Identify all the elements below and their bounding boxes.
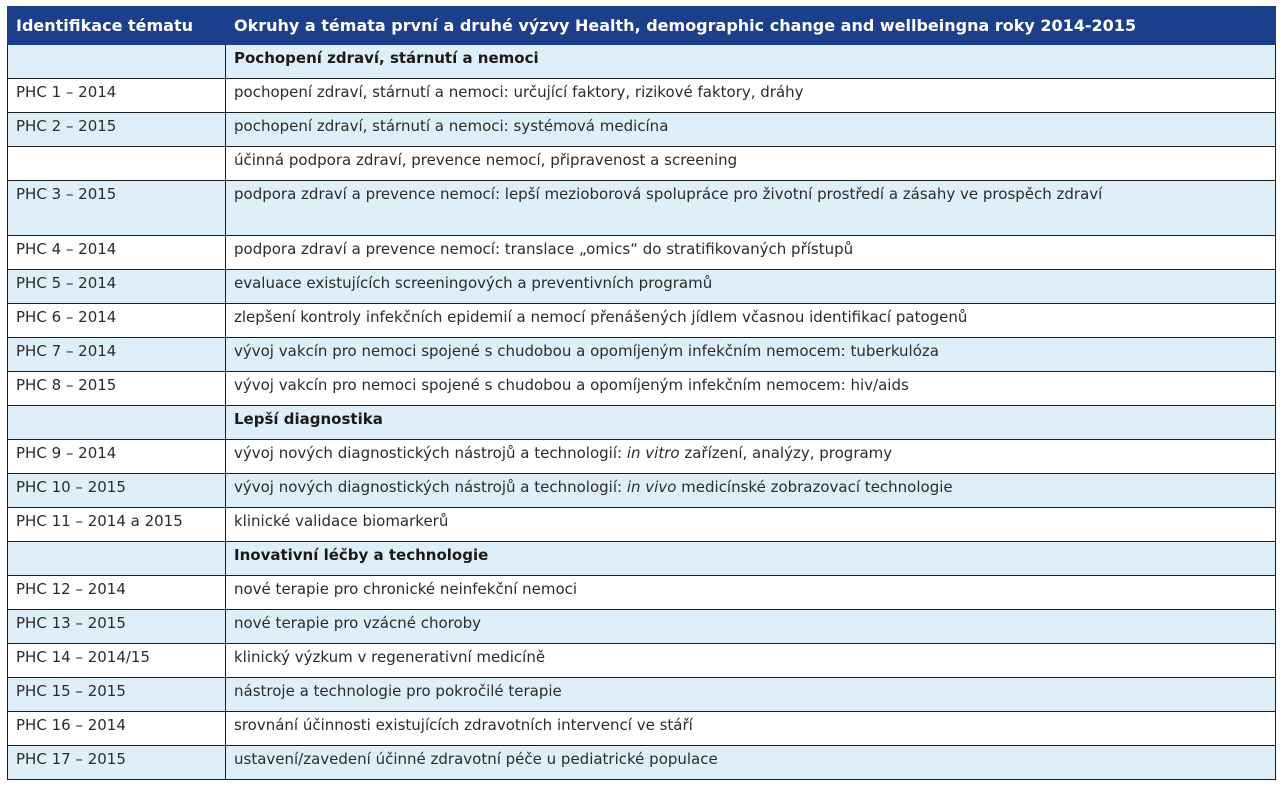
topic-description-cell: nástroje a technologie pro pokročilé terapie: [226, 678, 1276, 712]
topic-id-cell: PHC 4 – 2014: [8, 236, 226, 270]
topic-id-cell: PHC 9 – 2014: [8, 440, 226, 474]
topic-description-cell: [226, 474, 1276, 508]
description-text: medicínské zobrazovací technologie: [676, 478, 953, 496]
topic-description-cell: podpora zdraví a prevence nemocí: translace „omics“ do stratifikovaných přístupů: [226, 236, 1276, 270]
section-row: [8, 45, 1276, 79]
table-row: [8, 474, 1276, 508]
table-row: [8, 304, 1276, 338]
topic-description-cell: pochopení zdraví, stárnutí a nemoci: systémová medicína: [226, 113, 1276, 147]
topic-id-cell: PHC 2 – 2015: [8, 113, 226, 147]
section-row: [8, 406, 1276, 440]
description-text: vývoj nových diagnostických nástrojů a technologií:: [234, 478, 627, 496]
table-row: [8, 712, 1276, 746]
table-row: [8, 508, 1276, 542]
topic-description-cell: zlepšení kontroly infekčních epidemií a nemocí přenášených jídlem včasnou identifikací patogenů: [226, 304, 1276, 338]
topic-description-cell: nové terapie pro chronické neinfekční nemoci: [226, 576, 1276, 610]
table-row: [8, 79, 1276, 113]
header-topic-description: Okruhy a témata první a druhé výzvy Health, demographic change and wellbeingna roky 2014-2015: [226, 7, 1276, 45]
table-row: [8, 440, 1276, 474]
table-row: [8, 113, 1276, 147]
topic-id-cell: PHC 7 – 2014: [8, 338, 226, 372]
topic-description-cell: klinické validace biomarkerů: [226, 508, 1276, 542]
table-row: [8, 147, 1276, 181]
topic-id-cell: PHC 6 – 2014: [8, 304, 226, 338]
topic-description-cell: podpora zdraví a prevence nemocí: lepší mezioborová spolupráce pro životní prostředí a zásahy ve prospěch zdraví: [226, 181, 1276, 236]
topic-description-cell: evaluace existujících screeningových a preventivních programů: [226, 270, 1276, 304]
topic-id-cell: PHC 12 – 2014: [8, 576, 226, 610]
topic-description-cell: [226, 440, 1276, 474]
topic-description-cell: vývoj vakcín pro nemoci spojené s chudobou a opomíjeným infekčním nemocem: tuberkulóza: [226, 338, 1276, 372]
topic-description-cell: pochopení zdraví, stárnutí a nemoci: určující faktory, rizikové faktory, dráhy: [226, 79, 1276, 113]
description-italic-term: in vitro: [626, 444, 680, 462]
topic-id-cell: PHC 1 – 2014: [8, 79, 226, 113]
table-row: [8, 181, 1276, 236]
topic-id-cell: PHC 3 – 2015: [8, 181, 226, 236]
table-row: [8, 372, 1276, 406]
topic-id-cell: PHC 5 – 2014: [8, 270, 226, 304]
topic-description-cell: srovnání účinnosti existujících zdravotních intervencí ve stáří: [226, 712, 1276, 746]
section-row: [8, 542, 1276, 576]
topic-description-cell: ustavení/zavedení účinné zdravotní péče u pediatrické populace: [226, 746, 1276, 780]
table-row: [8, 746, 1276, 780]
section-title-cell: Lepší diagnostika: [226, 406, 1276, 440]
table-row: [8, 236, 1276, 270]
table-row: [8, 270, 1276, 304]
description-text: zařízení, analýzy, programy: [679, 444, 893, 462]
topic-id-cell: PHC 13 – 2015: [8, 610, 226, 644]
topic-description-cell: vývoj vakcín pro nemoci spojené s chudobou a opomíjeným infekčním nemocem: hiv/aids: [226, 372, 1276, 406]
topic-description-cell: klinický výzkum v regenerativní medicíně: [226, 644, 1276, 678]
table-row: [8, 678, 1276, 712]
description-text: vývoj nových diagnostických nástrojů a technologií:: [234, 444, 627, 462]
topic-id-cell: [8, 147, 226, 181]
topic-id-cell: [8, 542, 226, 576]
table-body: [8, 45, 1276, 780]
description-italic-term: in vivo: [626, 478, 677, 496]
topic-description-cell: účinná podpora zdraví, prevence nemocí, připravenost a screening: [226, 147, 1276, 181]
table-row: [8, 644, 1276, 678]
topic-id-cell: PHC 17 – 2015: [8, 746, 226, 780]
topic-description-cell: nové terapie pro vzácné choroby: [226, 610, 1276, 644]
topic-id-cell: PHC 16 – 2014: [8, 712, 226, 746]
table-row: [8, 338, 1276, 372]
table-row: [8, 576, 1276, 610]
topic-id-cell: [8, 45, 226, 79]
table-row: [8, 610, 1276, 644]
section-title-cell: Pochopení zdraví, stárnutí a nemoci: [226, 45, 1276, 79]
section-title-cell: Inovativní léčby a technologie: [226, 542, 1276, 576]
topics-table: [7, 6, 1276, 780]
topic-id-cell: [8, 406, 226, 440]
topic-id-cell: PHC 14 – 2014/15: [8, 644, 226, 678]
header-topic-id: Identifikace tématu: [8, 7, 226, 45]
topic-id-cell: PHC 10 – 2015: [8, 474, 226, 508]
topic-id-cell: PHC 8 – 2015: [8, 372, 226, 406]
topic-id-cell: PHC 15 – 2015: [8, 678, 226, 712]
topic-id-cell: PHC 11 – 2014 a 2015: [8, 508, 226, 542]
topics-table-container: [7, 6, 1275, 780]
table-header-row: [8, 7, 1276, 45]
